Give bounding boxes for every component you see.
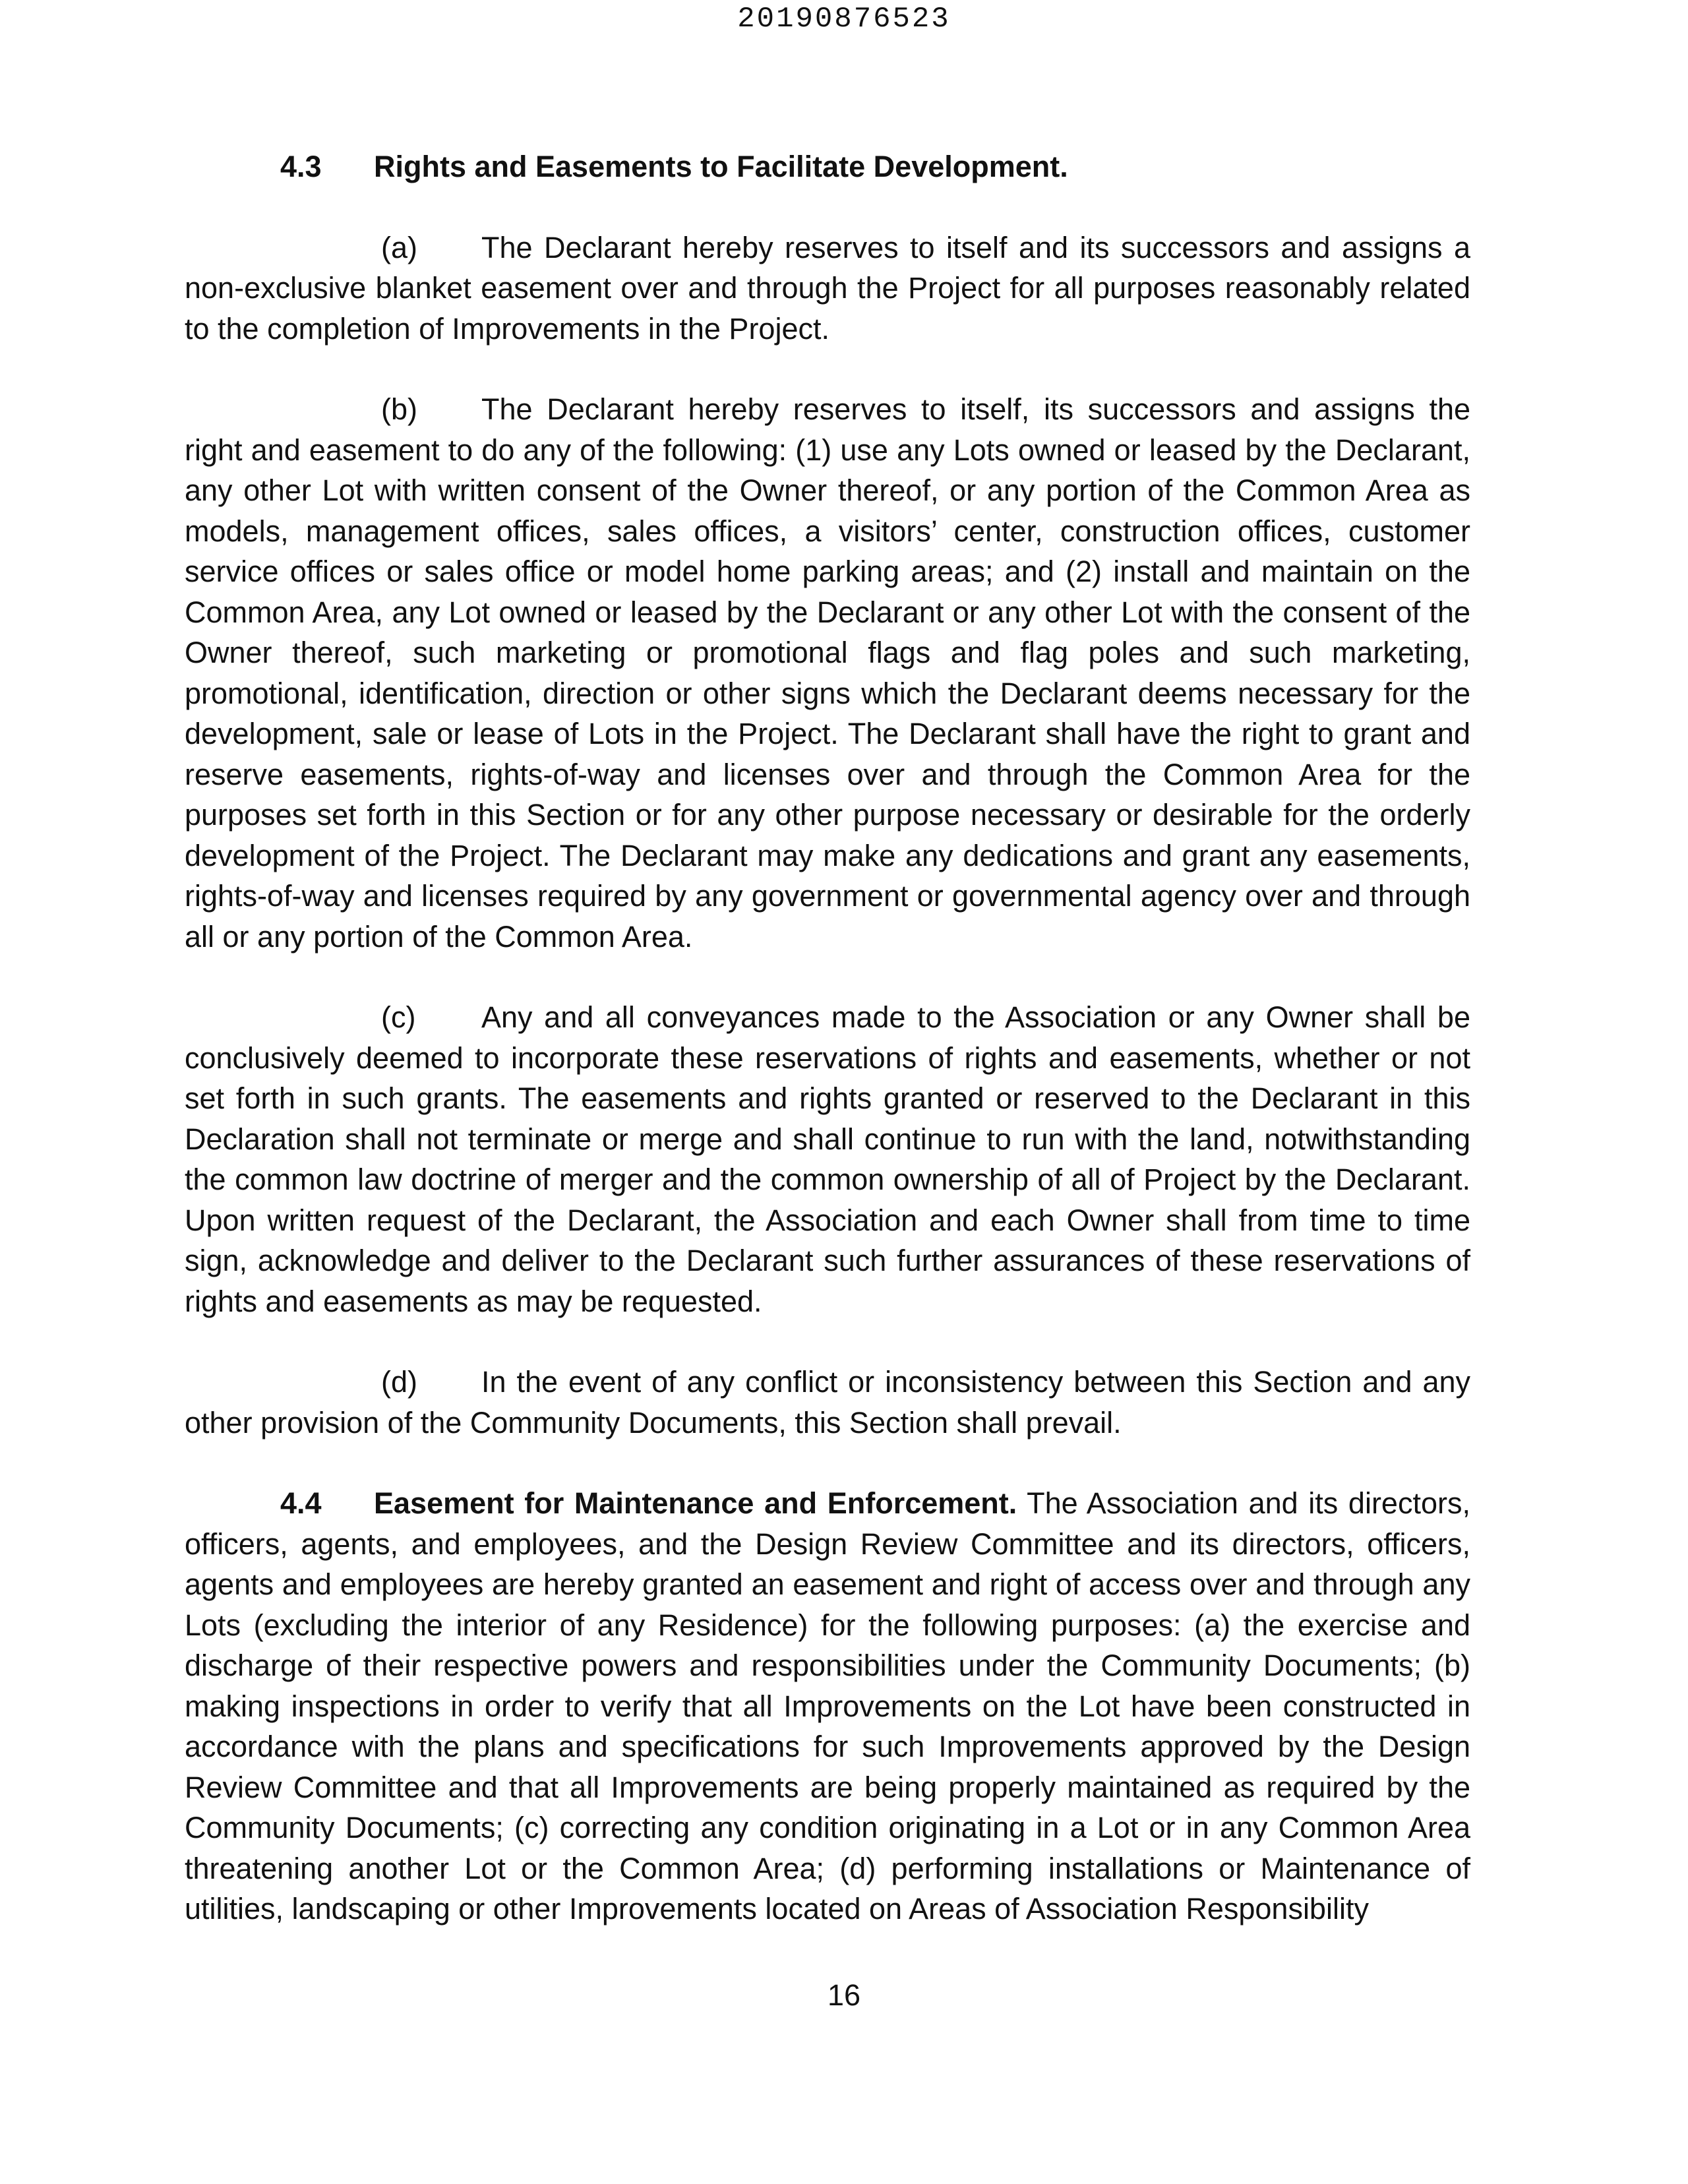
paragraph-b — [185, 389, 1470, 957]
page-body — [185, 146, 1470, 1970]
paragraph-marker: (b) — [381, 392, 417, 426]
paragraph-marker: (a) — [381, 230, 417, 264]
paragraph-text: Any and all conveyances made to the Association or any Owner shall be conclusively deemed to incorporate these reservations of rights and easements, whether or not set forth in such grants. The easements and rights granted or reserved to the Declarant in this Declaration shall not terminate or merge and shall continue to run with the land, notwithstanding the common law doctrine of merger and the common ownership of all of Project by the Declarant. Upon written request of the Declarant, the Association and each Owner shall from time to time sign, acknowledge and deliver to the Declarant such further assurances of these reservations of rights and easements as may be requested. — [185, 1000, 1470, 1318]
section-text: The Association and its directors, officers, agents, and employees, and the Design Review Committee and its directors, officers, agents and employees are hereby granted an easement and right of access over and through any Lots (excluding the interior of any Residence) for the following purposes: (a) the exercise and discharge of their respective powers and responsibilities under the Community Documents; (b) making inspections in order to verify that all Improvements on the Lot have been constructed in accordance with the plans and specifications for such Improvements approved by the Design Review Committee and that all Improvements are being properly maintained as required by the Community Documents; (c) correcting any condition originating in a Lot or in any Common Area threatening another Lot or the Common Area; (d) performing installations or Maintenance of utilities, landscaping or other Improvements located on Areas of Association Responsibility — [185, 1486, 1470, 1926]
section-heading-4-3 — [185, 146, 1470, 187]
paragraph-a — [185, 228, 1470, 349]
page-number: 16 — [827, 1978, 861, 2012]
section-number: 4.3 — [280, 150, 322, 183]
section-number: 4.4 — [280, 1486, 322, 1520]
paragraph-d — [185, 1362, 1470, 1443]
paragraph-c — [185, 997, 1470, 1321]
paragraph-text: In the event of any conflict or inconsistency between this Section and any other provision of the Community Documents, this Section shall prevail. — [185, 1365, 1470, 1440]
paragraph-marker: (c) — [381, 1000, 416, 1034]
section-4-4 — [185, 1483, 1470, 1929]
document-number: 20190876523 — [737, 3, 951, 36]
section-title: Rights and Easements to Facilitate Development. — [374, 150, 1068, 183]
paragraph-marker: (d) — [381, 1365, 417, 1399]
section-title: Easement for Maintenance and Enforcement. — [374, 1486, 1017, 1520]
paragraph-text: The Declarant hereby reserves to itself and its successors and assigns a non-exclusive blanket easement over and through the Project for all purposes reasonably related to the completion of Improvements in the Project. — [185, 230, 1470, 346]
paragraph-text: The Declarant hereby reserves to itself, its successors and assigns the right and easement to do any of the following: (1) use any Lots owned or leased by the Declarant, any other Lot with written consent of the Owner thereof, or any portion of the Common Area as models, management offices, sales offices, a visitors’ center, construction offices, customer service offices or sales office or model home parking areas; and (2) install and maintain on the Common Area, any Lot owned or leased by the Declarant or any other Lot with the consent of the Owner thereof, such marketing or promotional flags and flag poles and such marketing, promotional, identification, direction or other signs which the Declarant deems necessary for the development, sale or lease of Lots in the Project. The Declarant shall have the right to grant and reserve easements, rights-of-way and licenses over and through the Common Area for the purposes set forth in this Section or for any other purpose necessary or desirable for the orderly development of the Project. The Declarant may make any dedications and grant any easements, rights-of-way and licenses required by any government or governmental agency over and through all or any portion of the Common Area. — [185, 392, 1470, 954]
